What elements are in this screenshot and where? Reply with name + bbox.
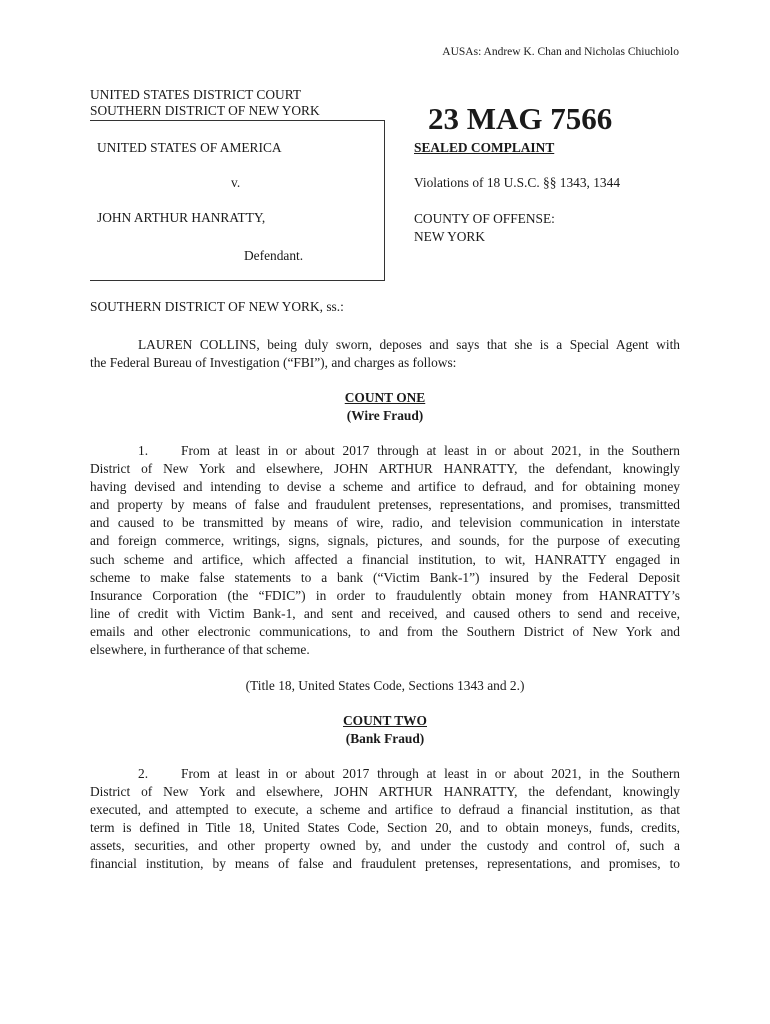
count-one-paragraph [90, 442, 680, 659]
county-label: COUNTY OF OFFENSE: [414, 211, 555, 226]
plaintiff-name: UNITED STATES OF AMERICA [97, 140, 282, 155]
count-one-heading [90, 389, 680, 424]
paragraph-line: assets, securities, and other property owned by, and under the custody and control of, such a [90, 838, 680, 854]
intro-line: the Federal Bureau of Investigation (“FBI”), and charges as follows: [90, 355, 457, 371]
paragraph-line: executed, and attempted to execute, a scheme and artifice to defraud a financial institution, as that [90, 802, 680, 818]
paragraph-line: such scheme and artifice, which affected a financial institution, to wit, HANRATTY engaged in [90, 551, 680, 567]
violations-statement: Violations of 18 U.S.C. §§ 1343, 1344 [414, 175, 621, 190]
caption-right-rule [384, 120, 385, 280]
count-one-subtitle: (Wire Fraud) [346, 407, 424, 423]
count-one-citation: (Title 18, United States Code, Sections 1343 and 2.) [245, 678, 525, 693]
paragraph-line: term is defined in Title 18, United States Code, Section 20, and to obtain moneys, funds, credits, [90, 820, 680, 836]
paragraph-line: and caused to be transmitted by means of wire, radio, and television communication in interstate [90, 515, 680, 531]
paragraph-number: 2. [138, 766, 149, 781]
paragraph-line: scheme to make false statements to a bank (“Victim Bank-1”) insured by the Federal Deposit [90, 569, 680, 585]
paragraph-line: financial institution, by means of false and fraudulent pretenses, representations, and promises, to [90, 856, 680, 872]
ausas-line: AUSAs: Andrew K. Chan and Nicholas Chiuchiolo [442, 46, 679, 58]
intro-line: LAUREN COLLINS, being duly sworn, deposes and says that she is a Special Agent with [138, 337, 680, 352]
defendant-name: JOHN ARTHUR HANRATTY, [97, 210, 266, 225]
venue-line: SOUTHERN DISTRICT OF NEW YORK, ss.: [90, 299, 344, 314]
count-two-subtitle: (Bank Fraud) [345, 730, 425, 746]
court-name-line2: SOUTHERN DISTRICT OF NEW YORK [90, 103, 320, 118]
paragraph-line: having devised and intending to devise a scheme and artifice to defraud, and for obtaining money [90, 479, 680, 495]
paragraph-line: and foreign commerce, writings, signs, signals, pictures, and sounds, for the purpose of executing [90, 533, 680, 549]
paragraph-line: District of New York and elsewhere, JOHN ARTHUR HANRATTY, the defendant, knowingly [90, 784, 680, 800]
paragraph-line: From at least in or about 2017 through at least in or about 2021, in the Southern [181, 766, 680, 781]
count-two-title: COUNT TWO [343, 713, 427, 728]
paragraph-line: From at least in or about 2017 through at least in or about 2021, in the Southern [181, 443, 680, 458]
count-two-heading [90, 712, 680, 747]
paragraph-line: and property by means of false and fraudulent pretenses, representations, and promises, transmitted [90, 497, 680, 513]
paragraph-line: emails and other electronic communications, to and from the Southern District of New York and [90, 623, 680, 639]
paragraph-number: 1. [138, 443, 149, 458]
county-value: NEW YORK [414, 229, 486, 244]
paragraph-line: elsewhere, in furtherance of that scheme. [90, 642, 310, 658]
intro-paragraph [90, 336, 680, 372]
caption-bottom-rule [90, 280, 385, 281]
paragraph-line: Insurance Corporation (the “FDIC”) in order to fraudulently obtain money from HANRATTY’s [90, 587, 680, 603]
paragraph-line: line of credit with Victim Bank-1, and sent and received, and caused others to send and receive, [90, 605, 680, 621]
document-type: SEALED COMPLAINT [414, 140, 555, 155]
count-one-title: COUNT ONE [344, 390, 426, 405]
count-two-paragraph [90, 765, 680, 874]
court-name-line1: UNITED STATES DISTRICT COURT [90, 87, 302, 102]
defendant-label: Defendant. [244, 248, 304, 263]
caption-top-rule [90, 120, 385, 121]
paragraph-line: District of New York and elsewhere, JOHN ARTHUR HANRATTY, the defendant, knowingly [90, 461, 680, 477]
versus-label: v. [231, 175, 241, 190]
case-number: 23 MAG 7566 [428, 101, 613, 136]
